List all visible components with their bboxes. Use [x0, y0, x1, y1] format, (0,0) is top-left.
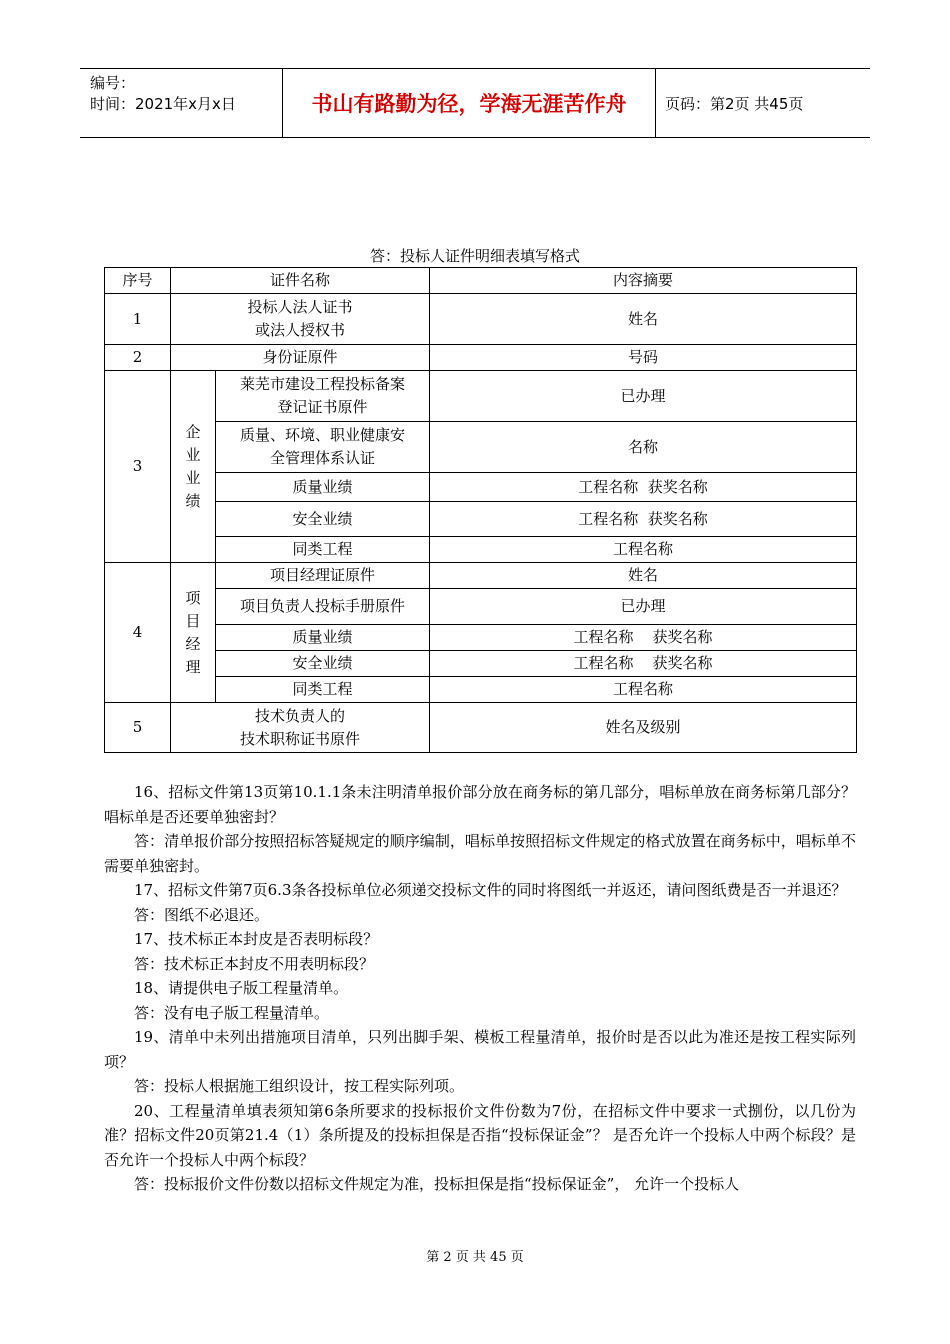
row-name-line: 投标人法人证书 — [247, 298, 353, 316]
table-row — [105, 703, 857, 753]
paragraph: 答：投标人根据施工组织设计，按工程实际列项。 — [134, 1077, 465, 1095]
paragraph: 答：图纸不必退还。 — [134, 905, 270, 924]
row-no: 4 — [105, 563, 171, 703]
time-label: 时间：2021年x月x日 — [90, 95, 236, 113]
sub-name: 项目经理证原件 — [216, 563, 430, 589]
sub-summary: 工程名称 获奖名称 — [430, 473, 857, 502]
table-row — [105, 422, 857, 473]
row-summary: 姓名及级别 — [430, 703, 857, 753]
group-char: 企 — [185, 422, 201, 441]
sub-name: 安全业绩 — [216, 502, 430, 537]
row-summary: 姓名 — [430, 294, 857, 345]
paragraph: 答：清单报价部分按照招标答疑规定的顺序编制，唱标单按照招标文件规定的格式放置在商务标中，唱标单不需要单独密封。 — [104, 832, 856, 875]
paragraph: 答：投标报价文件份数以招标文件规定为准，投标担保是指“投标保证金”， 允许一个投标人 — [134, 1175, 740, 1193]
row-name — [171, 703, 430, 753]
sub-summary: 工程名称 — [430, 677, 857, 703]
group-char: 经 — [185, 634, 201, 653]
group-label-project-manager — [171, 563, 216, 703]
sub-summary: 工程名称 获奖名称 — [430, 651, 857, 677]
table-row — [105, 677, 857, 703]
paragraph: 16、招标文件第13页第10.1.1条未注明清单报价部分放在商务标的第几部分，唱标单放在商务标第几部分？唱标单是否还要单独密封？ — [104, 783, 856, 826]
sub-name-line: 质量、环境、职业健康安 — [240, 426, 406, 444]
header-cell-summary: 内容摘要 — [430, 268, 857, 294]
group-char: 项 — [185, 588, 201, 607]
page-header — [80, 68, 870, 138]
table-row — [105, 294, 857, 345]
number-label: 编号： — [90, 74, 136, 92]
group-char: 绩 — [185, 491, 201, 510]
group-char: 业 — [185, 445, 201, 464]
paragraph: 19、清单中未列出措施项目清单，只列出脚手架、模板工程量清单，报价时是否以此为准还是按工程实际列项？ — [104, 1028, 856, 1071]
sub-name — [216, 371, 430, 422]
table-row — [105, 371, 857, 422]
sub-summary: 工程名称 获奖名称 — [430, 502, 857, 537]
header-meta — [80, 69, 282, 137]
sub-name — [216, 422, 430, 473]
group-char: 理 — [185, 657, 201, 676]
sub-name: 质量业绩 — [216, 625, 430, 651]
sub-summary: 已办理 — [430, 589, 857, 625]
sub-name: 安全业绩 — [216, 651, 430, 677]
header-page-info: 页码：第2页 共45页 — [665, 94, 804, 113]
row-no: 3 — [105, 371, 171, 563]
table-row — [105, 625, 857, 651]
certificate-table — [104, 267, 857, 753]
page-footer: 第 2 页 共 45 页 — [426, 1250, 524, 1265]
row-no: 5 — [105, 703, 171, 753]
table-row — [105, 473, 857, 502]
paragraph: 答：技术标正本封皮不用表明标段？ — [134, 954, 375, 973]
row-name: 身份证原件 — [171, 345, 430, 371]
row-name-line: 或法人授权书 — [255, 321, 346, 339]
header-cell-no: 序号 — [105, 268, 171, 294]
row-no: 1 — [105, 294, 171, 345]
table-row — [105, 651, 857, 677]
sub-name-line: 全管理体系认证 — [270, 449, 376, 467]
sub-name: 质量业绩 — [216, 473, 430, 502]
sub-summary: 已办理 — [430, 371, 857, 422]
row-summary: 号码 — [430, 345, 857, 371]
paragraph: 18、请提供电子版工程量清单。 — [134, 979, 349, 997]
table-row — [105, 563, 857, 589]
sub-name-line: 登记证书原件 — [277, 398, 368, 416]
row-no: 2 — [105, 345, 171, 371]
row-name — [171, 294, 430, 345]
row-name-line: 技术负责人的 — [255, 706, 346, 725]
sub-name: 同类工程 — [216, 677, 430, 703]
sub-name: 项目负责人投标手册原件 — [216, 589, 430, 625]
paragraph: 答：没有电子版工程量清单。 — [134, 1003, 330, 1022]
table-row — [105, 502, 857, 537]
group-char: 目 — [185, 611, 201, 630]
table-row — [105, 345, 857, 371]
table-row — [105, 589, 857, 625]
sub-summary: 工程名称 — [430, 537, 857, 563]
body-text — [104, 780, 856, 1197]
paragraph: 17、技术标正本封皮是否表明标段？ — [134, 930, 379, 948]
paragraph: 17、招标文件第7页6.3条各投标单位必须递交投标文件的同时将图纸一并返还，请问图纸费是否一并退还？ — [134, 881, 847, 899]
paragraph: 20、工程量清单填表须知第6条所要求的投标报价文件份数为7份，在招标文件中要求一式捌份，以几份为准？招标文件20页第21.4（1）条所提及的投标担保是否指“投标保证金”？ 是否允许一个投标人中两个标段？是否允许一个投标人中两个标段？ — [104, 1101, 856, 1169]
sub-summary: 工程名称 获奖名称 — [430, 625, 857, 651]
sub-summary: 姓名 — [430, 563, 857, 589]
motto-text: 书山有路勤为径，学海无涯苦作舟 — [282, 69, 656, 137]
sub-name: 同类工程 — [216, 537, 430, 563]
sub-name-line: 莱芜市建设工程投标备案 — [240, 375, 406, 393]
table-header-row — [105, 268, 857, 294]
table-caption: 答：投标人证件明细表填写格式 — [370, 247, 581, 265]
table-row — [105, 537, 857, 563]
row-name-line: 技术职称证书原件 — [240, 729, 361, 748]
sub-summary: 名称 — [430, 422, 857, 473]
group-char: 业 — [185, 468, 201, 487]
group-label-enterprise — [171, 371, 216, 563]
header-cell-name: 证件名称 — [171, 268, 430, 294]
